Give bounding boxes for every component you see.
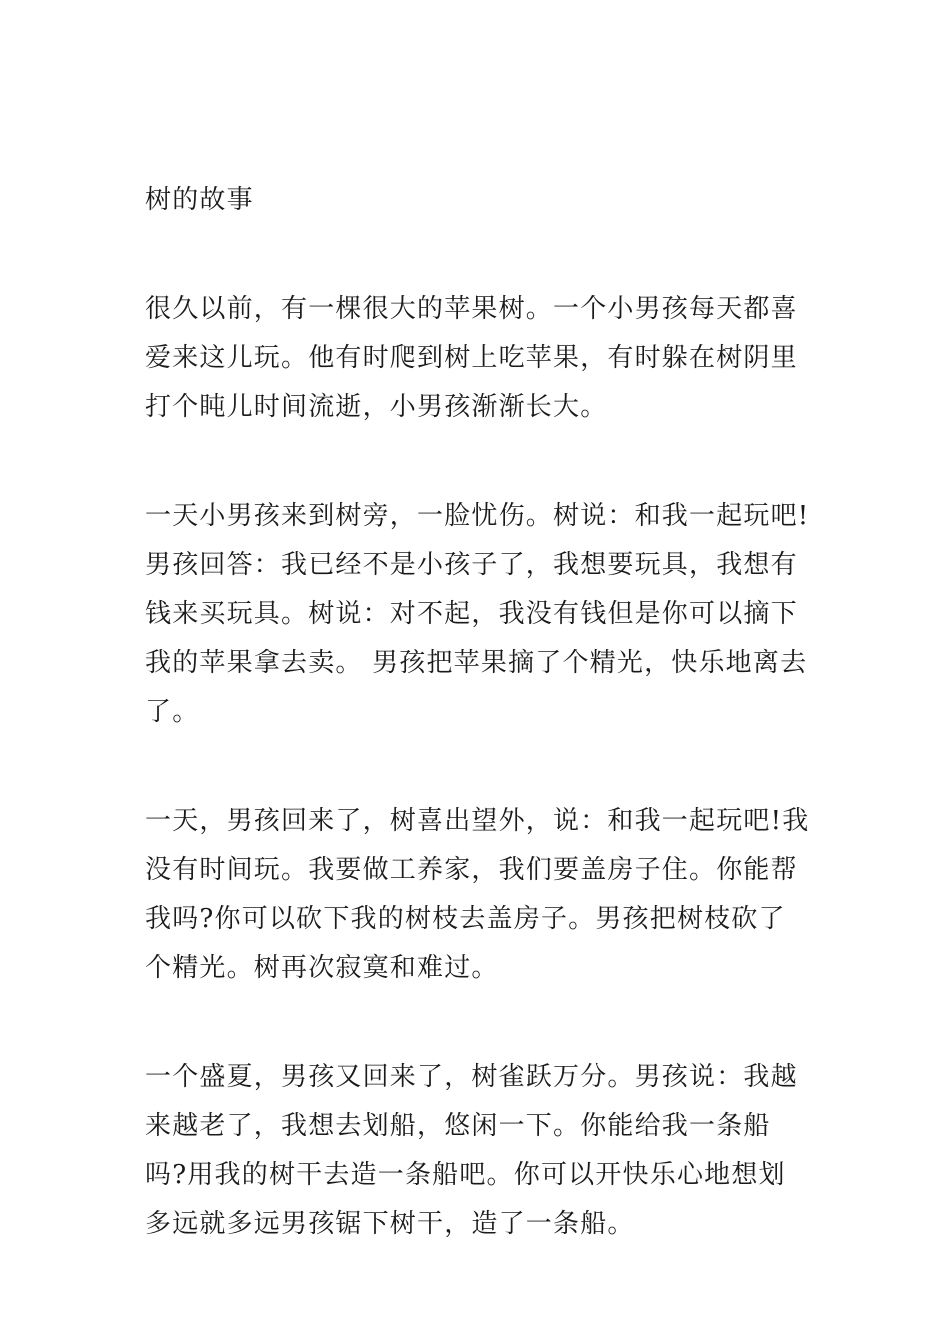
- paragraph: 一个盛夏，男孩又回来了，树雀跃万分。男孩说：我越来越老了，我想去划船，悠闲一下。你能给我一条船吗?用我的树干去造一条船吧。你可以开快乐心地想划多远就多远男孩锯下树干，造了一条船。: [145, 1062, 798, 1239]
- paragraph: 很久以前，有一棵很大的苹果树。一个小男孩每天都喜爱来这儿玩。他有时爬到树上吃苹果，有时躲在树阴里打个盹儿时间流逝，小男孩渐渐长大。: [145, 294, 798, 422]
- paragraph: 一天小男孩来到树旁，一脸忧伤。树说：和我一起玩吧!男孩回答：我已经不是小孩子了，我想要玩具，我想有钱来买玩具。树说：对不起，我没有钱但是你可以摘下我的苹果拿去卖。 男孩把苹果摘了个精光，快乐地离去了。: [145, 501, 810, 727]
- document-body: [145, 176, 810, 1309]
- document-title: 树的故事: [145, 185, 254, 215]
- paragraph: 一天，男孩回来了，树喜出望外，说：和我一起玩吧!我没有时间玩。我要做工养家，我们要盖房子住。你能帮我吗?你可以砍下我的树枝去盖房子。男孩把树枝砍了个精光。树再次寂寞和难过。: [145, 806, 810, 983]
